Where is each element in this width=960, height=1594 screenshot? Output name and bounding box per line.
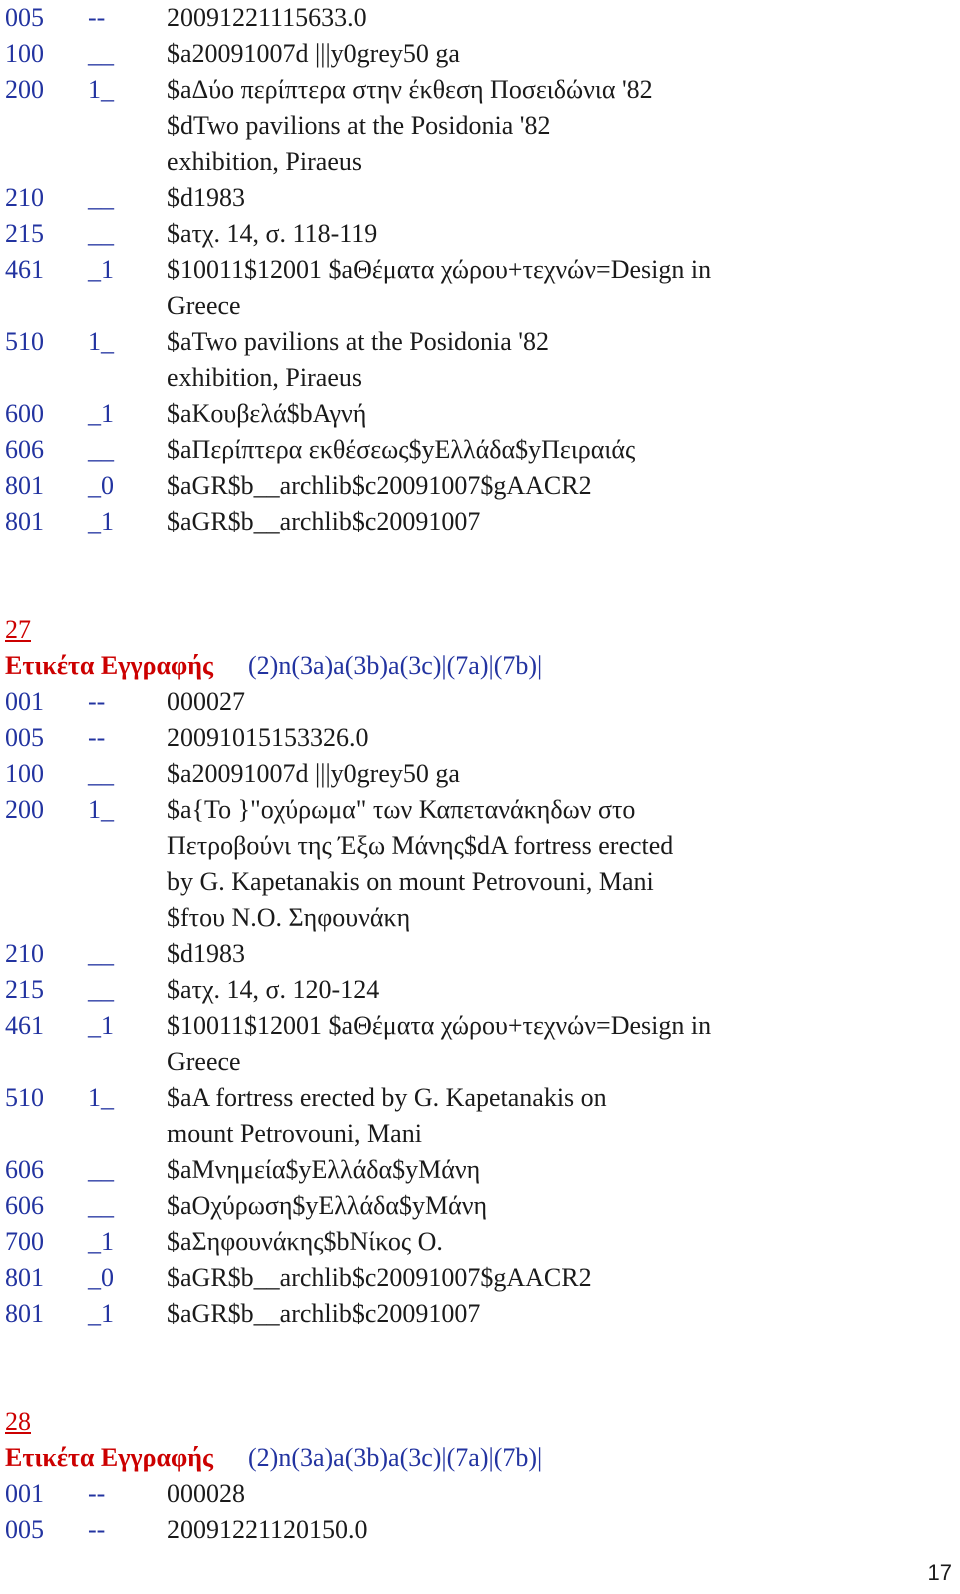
field-indicators: 1_: [88, 327, 114, 356]
field-indicators: __: [88, 39, 114, 68]
marc-field-line: [5, 360, 945, 396]
field-tag: 200: [5, 795, 44, 824]
field-indicators: __: [88, 1155, 114, 1184]
record-26-fields: [5, 0, 945, 540]
field-value: exhibition, Piraeus: [167, 363, 362, 392]
field-indicators: __: [88, 1191, 114, 1220]
field-value: $d1983: [167, 939, 245, 968]
record-28-header: [5, 1404, 945, 1440]
field-value: $aGR$b__archlib$c20091007: [167, 507, 481, 536]
field-tag: 600: [5, 399, 44, 428]
marc-field-line: [5, 468, 945, 504]
record-27-fields: [5, 684, 945, 1332]
field-tag: 461: [5, 1011, 44, 1040]
field-tag: 606: [5, 1191, 44, 1220]
field-tag: 510: [5, 327, 44, 356]
marc-field-line: [5, 1188, 945, 1224]
field-indicators: 1_: [88, 1083, 114, 1112]
field-tag: 100: [5, 39, 44, 68]
field-indicators: _1: [88, 1011, 114, 1040]
field-value: 000028: [167, 1479, 245, 1508]
marc-field-line: [5, 720, 945, 756]
field-tag: 801: [5, 471, 44, 500]
field-indicators: _1: [88, 399, 114, 428]
field-indicators: __: [88, 183, 114, 212]
marc-field-line: [5, 324, 945, 360]
record-label-row: [5, 1440, 945, 1476]
field-value: $a{Το }"οχύρωμα" των Καπετανάκηδων στο: [167, 795, 636, 824]
marc-field-line: [5, 1512, 945, 1548]
marc-field-line: [5, 288, 945, 324]
record-label: Ετικέτα Εγγραφής: [5, 651, 213, 680]
field-indicators: _1: [88, 1227, 114, 1256]
field-indicators: 1_: [88, 795, 114, 824]
marc-field-line: [5, 1152, 945, 1188]
marc-field-line: [5, 684, 945, 720]
field-indicators: _1: [88, 507, 114, 536]
field-value: $aΟχύρωση$yΕλλάδα$yΜάνη: [167, 1191, 488, 1220]
marc-field-line: [5, 396, 945, 432]
marc-field-line: [5, 1116, 945, 1152]
field-value: $a20091007d |||y0grey50 ga: [167, 39, 460, 68]
field-value: $aGR$b__archlib$c20091007: [167, 1299, 481, 1328]
field-indicators: __: [88, 219, 114, 248]
field-tag: 215: [5, 219, 44, 248]
marc-field-line: [5, 1224, 945, 1260]
field-indicators: __: [88, 435, 114, 464]
field-tag: 100: [5, 759, 44, 788]
field-indicators: _0: [88, 471, 114, 500]
field-tag: 606: [5, 435, 44, 464]
field-value: $aΚουβελά$bΑγνή: [167, 399, 367, 428]
marc-field-line: [5, 252, 945, 288]
field-indicators: --: [88, 3, 106, 32]
field-tag: 005: [5, 1515, 44, 1544]
marc-field-line: [5, 1260, 945, 1296]
field-value: 20091015153326.0: [167, 723, 369, 752]
field-value: $fτου Ν.Ο. Σηφουνάκη: [167, 903, 411, 932]
record-leader: (2)n(3a)a(3b)a(3c)|(7a)|(7b)|: [248, 651, 543, 680]
field-value: 20091221120150.0: [167, 1515, 368, 1544]
marc-field-line: [5, 972, 945, 1008]
marc-field-line: [5, 1296, 945, 1332]
field-indicators: __: [88, 975, 114, 1004]
field-value: mount Petrovouni, Mani: [167, 1119, 422, 1148]
field-indicators: __: [88, 759, 114, 788]
marc-field-line: [5, 792, 945, 828]
field-indicators: _1: [88, 1299, 114, 1328]
field-value: $10011$12001 $aΘέματα χώρου+τεχνών=Design in: [167, 255, 712, 284]
marc-field-line: [5, 504, 945, 540]
field-indicators: __: [88, 939, 114, 968]
field-value: $aΠερίπτερα εκθέσεως$yΕλλάδα$yΠειραιάς: [167, 435, 636, 464]
field-value: 20091221115633.0: [167, 3, 367, 32]
marc-field-line: [5, 432, 945, 468]
field-tag: 001: [5, 687, 44, 716]
field-value: by G. Kapetanakis on mount Petrovouni, Mani: [167, 867, 654, 896]
field-tag: 210: [5, 939, 44, 968]
field-tag: 001: [5, 1479, 44, 1508]
field-value: $aΣηφουνάκης$bΝίκος Ο.: [167, 1227, 443, 1256]
field-indicators: _1: [88, 255, 114, 284]
field-tag: 801: [5, 1299, 44, 1328]
page-number: 17: [927, 1560, 952, 1585]
record-number[interactable]: 27: [5, 615, 31, 644]
marc-field-line: [5, 180, 945, 216]
marc-field-line: [5, 756, 945, 792]
field-value: $10011$12001 $aΘέματα χώρου+τεχνών=Design in: [167, 1011, 712, 1040]
marc-field-line: [5, 900, 945, 936]
field-tag: 200: [5, 75, 44, 104]
marc-field-line: [5, 1008, 945, 1044]
record-leader: (2)n(3a)a(3b)a(3c)|(7a)|(7b)|: [248, 1443, 543, 1472]
field-indicators: _0: [88, 1263, 114, 1292]
field-value: Greece: [167, 1047, 241, 1076]
field-value: $aΜνημεία$yΕλλάδα$yΜάνη: [167, 1155, 481, 1184]
record-label: Ετικέτα Εγγραφής: [5, 1443, 213, 1472]
record-28-fields: [5, 1476, 945, 1548]
field-indicators: --: [88, 1515, 106, 1544]
field-indicators: --: [88, 723, 106, 752]
marc-field-line: [5, 1476, 945, 1512]
marc-field-line: [5, 216, 945, 252]
field-value: exhibition, Piraeus: [167, 147, 362, 176]
marc-field-line: [5, 36, 945, 72]
field-tag: 005: [5, 723, 44, 752]
field-value: $aGR$b__archlib$c20091007$gAACR2: [167, 1263, 592, 1292]
marc-field-line: [5, 144, 945, 180]
field-value: $aTwo pavilions at the Posidonia '82: [167, 327, 549, 356]
field-tag: 606: [5, 1155, 44, 1184]
field-value: $aA fortress erected by G. Kapetanakis on: [167, 1083, 607, 1112]
marc-field-line: [5, 72, 945, 108]
field-value: $a20091007d |||y0grey50 ga: [167, 759, 460, 788]
field-tag: 700: [5, 1227, 44, 1256]
field-tag: 461: [5, 255, 44, 284]
field-value: $aGR$b__archlib$c20091007$gAACR2: [167, 471, 592, 500]
field-tag: 801: [5, 1263, 44, 1292]
field-indicators: --: [88, 1479, 106, 1508]
field-indicators: 1_: [88, 75, 114, 104]
field-tag: 510: [5, 1083, 44, 1112]
field-value: $dTwo pavilions at the Posidonia '82: [167, 111, 551, 140]
marc-field-line: [5, 936, 945, 972]
marc-field-line: [5, 1044, 945, 1080]
marc-field-line: [5, 108, 945, 144]
field-value: 000027: [167, 687, 245, 716]
marc-field-line: [5, 1080, 945, 1116]
record-number[interactable]: 28: [5, 1407, 31, 1436]
field-indicators: --: [88, 687, 106, 716]
field-value: Greece: [167, 291, 241, 320]
marc-field-line: [5, 828, 945, 864]
field-tag: 210: [5, 183, 44, 212]
field-value: Πετροβούνι της Έξω Μάνης$dA fortress erected: [167, 831, 674, 860]
field-value: $d1983: [167, 183, 245, 212]
record-label-row: [5, 648, 945, 684]
document-page: [5, 0, 945, 1548]
field-tag: 005: [5, 3, 44, 32]
field-value: $aτχ. 14, σ. 118-119: [167, 219, 378, 248]
marc-field-line: [5, 0, 945, 36]
record-27-header: [5, 612, 945, 648]
field-tag: 801: [5, 507, 44, 536]
field-tag: 215: [5, 975, 44, 1004]
marc-field-line: [5, 864, 945, 900]
field-value: $aτχ. 14, σ. 120-124: [167, 975, 380, 1004]
field-value: $aΔύο περίπτερα στην έκθεση Ποσειδώνια '82: [167, 75, 653, 104]
